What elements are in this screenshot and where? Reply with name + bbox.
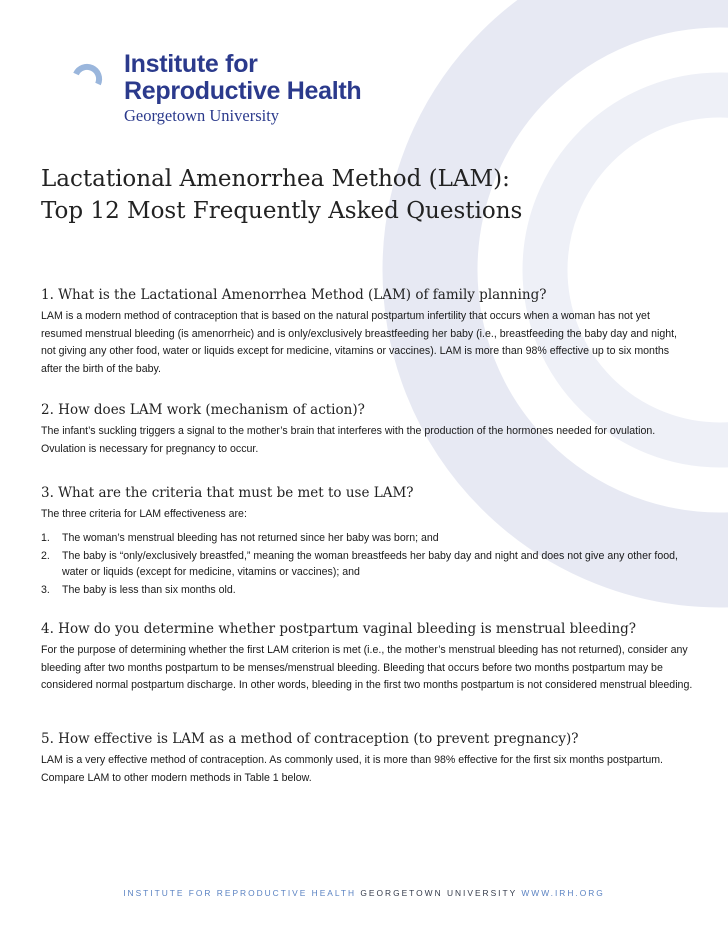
criteria-item — [41, 530, 693, 546]
criteria-item — [41, 548, 693, 580]
page-footer — [0, 888, 728, 898]
criteria-text: The baby is less than six months old. — [62, 583, 236, 596]
question-heading: 2. How does LAM work (mechanism of action)? — [41, 402, 365, 418]
faq-question-2 — [41, 401, 693, 458]
document-title — [41, 163, 681, 227]
faq-question-3 — [41, 484, 693, 600]
question-heading: 4. How do you determine whether postpartum vaginal bleeding is menstrual bleeding? — [41, 621, 637, 637]
footer-website-link[interactable]: WWW.IRH.ORG — [521, 888, 605, 898]
logo-text-line2: Reproductive Health — [124, 77, 362, 105]
title-line1: Lactational Amenorrhea Method (LAM): — [41, 166, 510, 192]
faq-question-5 — [41, 730, 693, 787]
logo-text-line3: Georgetown University — [124, 106, 280, 125]
question-heading: 1. What is the Lactational Amenorrhea Method (LAM) of family planning? — [41, 287, 547, 303]
criteria-text: The woman’s menstrual bleeding has not returned since her baby was born; and — [62, 531, 439, 544]
criteria-text: The baby is “only/exclusively breastfed,” meaning the woman breastfeeds her baby day and night and does not give any other food, water or liquids (except for medicine, vitamins or vaccines); and — [62, 549, 678, 578]
title-line2: Top 12 Most Frequently Asked Questions — [41, 198, 523, 224]
question-heading: 5. How effective is LAM as a method of contraception (to prevent pregnancy)? — [41, 731, 579, 747]
faq-question-1 — [41, 286, 693, 378]
answer-text: The infant’s suckling triggers a signal to the mother’s brain that interferes with the production of the hormones needed for ovulation. Ovulation is necessary for pregnancy to occur. — [41, 425, 656, 455]
irh-logo-mark-icon — [46, 44, 118, 124]
criteria-number: 2. — [41, 549, 50, 562]
answer-text: The three criteria for LAM effectiveness are: — [41, 508, 247, 520]
answer-text: For the purpose of determining whether the first LAM criterion is met (i.e., the mother’s menstrual bleeding has not returned), consider any bleeding after two months postpartum to be menses/menstrual bleeding. Bleeding that occurs before two months postpartum may be considered normal postpartum discharge. In other words, bleeding in the first two months postpartum is not considered menstrual bleeding. — [41, 644, 693, 691]
criteria-number: 1. — [41, 531, 50, 544]
answer-text: LAM is a very effective method of contraception. As commonly used, it is more than 98% effective for the first six months postpartum. Compare LAM to other modern methods in Table 1 below. — [41, 754, 663, 784]
answer-text: LAM is a modern method of contraception that is based on the natural postpartum infertility that occurs when a woman has not yet resumed menstrual bleeding (is amenorrheic) and is only/exclusively breastfeeding her baby (i.e., breastfeeding the baby day and night, not giving any other food, water or liquids except for medicine, vitamins or vaccines). LAM is more than 98% effective up to six months after the birth of the baby. — [41, 310, 677, 375]
faq-question-4 — [41, 620, 693, 695]
criteria-number: 3. — [41, 583, 50, 596]
footer-institute: INSTITUTE FOR REPRODUCTIVE HEALTH — [123, 888, 357, 898]
institute-logo — [46, 44, 376, 134]
criteria-list — [41, 530, 693, 598]
logo-text-line1: Institute for — [124, 50, 258, 78]
question-heading: 3. What are the criteria that must be met to use LAM? — [41, 485, 414, 501]
footer-university: GEORGETOWN UNIVERSITY — [360, 888, 518, 898]
criteria-item — [41, 582, 693, 598]
